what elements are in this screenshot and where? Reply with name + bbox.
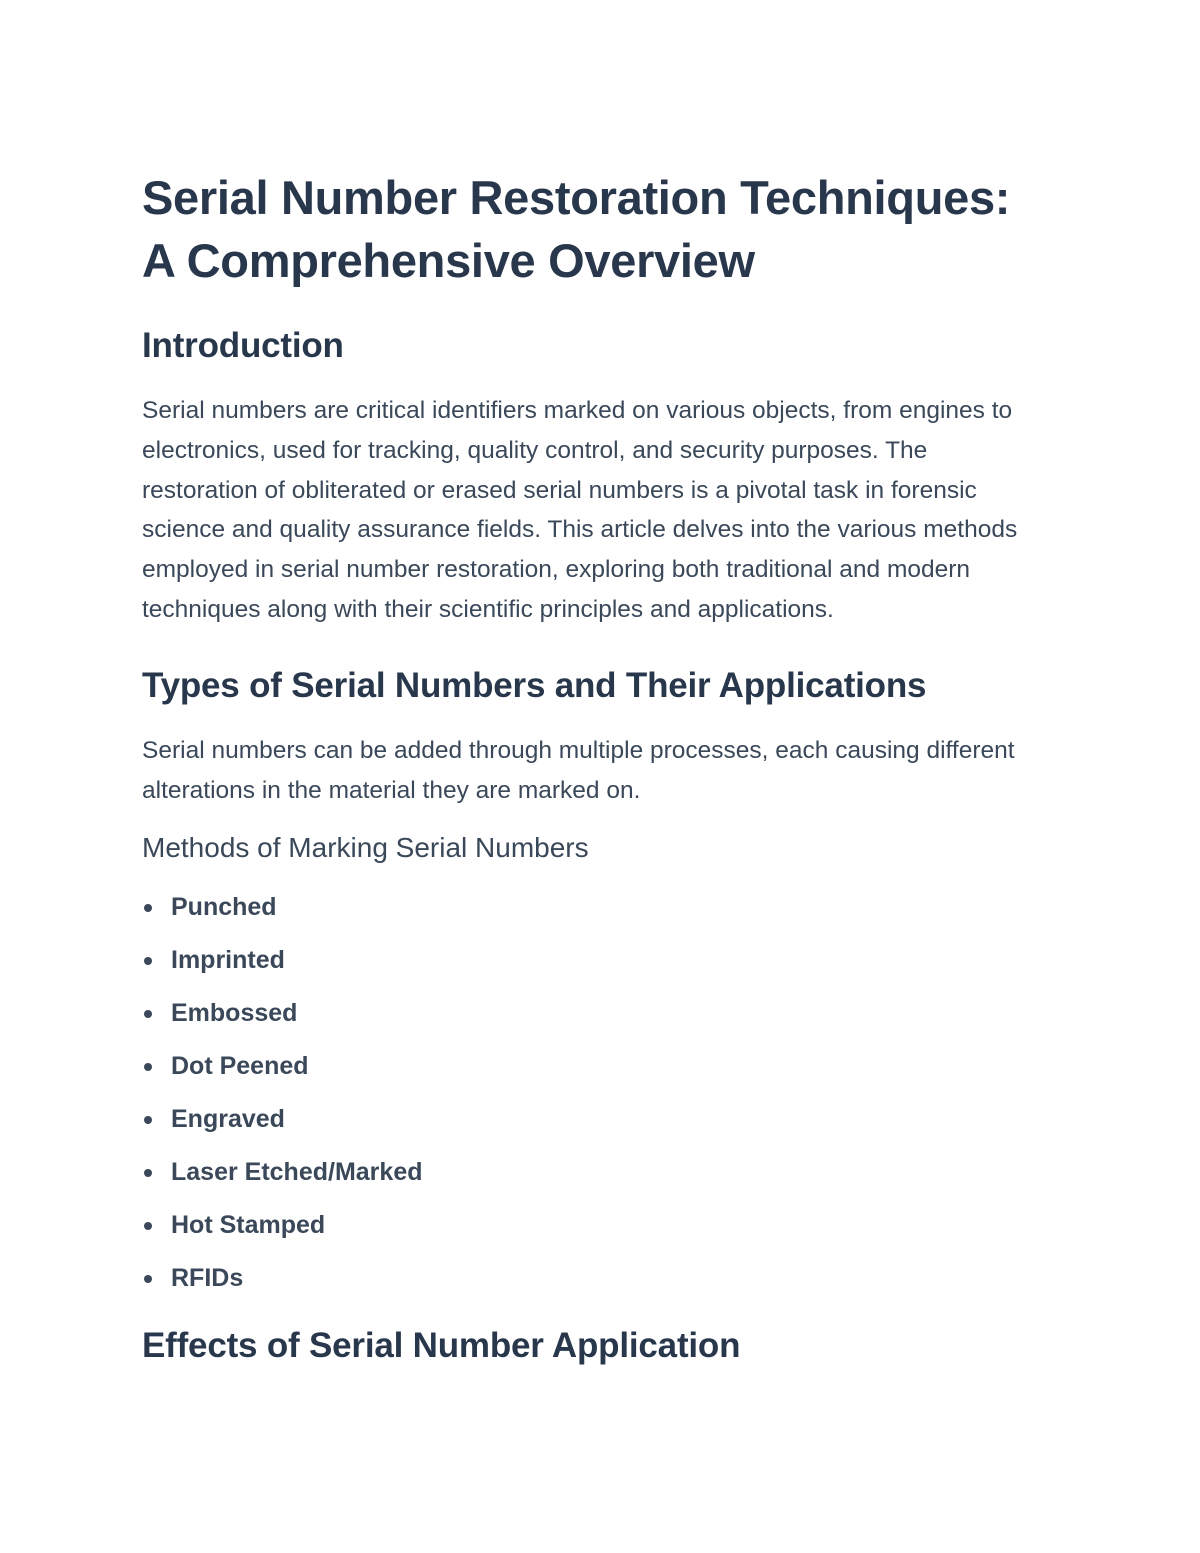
bullet-icon	[144, 957, 152, 965]
list-item-label: Embossed	[171, 999, 298, 1028]
list-item	[142, 1102, 1042, 1137]
list-item-label: Engraved	[171, 1105, 285, 1134]
bullet-icon	[144, 904, 152, 912]
introduction-heading: Introduction	[142, 326, 344, 365]
bullet-icon	[144, 1063, 152, 1071]
bullet-icon	[144, 1169, 152, 1177]
list-item-label: Dot Peened	[171, 1052, 309, 1081]
list-item-label: Hot Stamped	[171, 1211, 326, 1240]
list-item	[142, 890, 1042, 925]
list-item-label: Laser Etched/Marked	[171, 1158, 423, 1187]
types-paragraph: Serial numbers can be added through multiple processes, each causing different alterations in the material they are marked on.	[142, 736, 1015, 804]
document-title-line-1: Serial Number Restoration Techniques:	[142, 171, 1011, 224]
list-item	[142, 1261, 1042, 1296]
document-title	[142, 166, 1042, 292]
introduction-paragraph: Serial numbers are critical identifiers marked on various objects, from engines to electronics, used for tracking, quality control, and security purposes. The restoration of obliterated or erased serial numbers is a pivotal task in forensic science and quality assurance fields. This article delves into the various methods employed in serial number restoration, exploring both traditional and modern techniques along with their scientific principles and applications.	[142, 397, 1018, 623]
document-title-line-2: A Comprehensive Overview	[142, 234, 755, 287]
list-item	[142, 1155, 1042, 1190]
list-item-label: RFIDs	[171, 1264, 244, 1293]
bullet-icon	[144, 1275, 152, 1283]
list-item	[142, 1208, 1042, 1243]
bullet-icon	[144, 1010, 152, 1018]
list-item-label: Punched	[171, 893, 277, 922]
types-heading: Types of Serial Numbers and Their Applications	[142, 665, 927, 705]
list-item	[142, 996, 1042, 1031]
bullet-icon	[144, 1222, 152, 1230]
effects-heading: Effects of Serial Number Application	[142, 1326, 741, 1366]
list-item	[142, 1049, 1042, 1084]
list-item-label: Imprinted	[171, 946, 285, 975]
marking-methods-list	[142, 890, 1042, 1296]
list-item	[142, 943, 1042, 978]
bullet-icon	[144, 1116, 152, 1124]
document-page	[142, 166, 1042, 1368]
marking-methods-subheading: Methods of Marking Serial Numbers	[142, 832, 589, 864]
